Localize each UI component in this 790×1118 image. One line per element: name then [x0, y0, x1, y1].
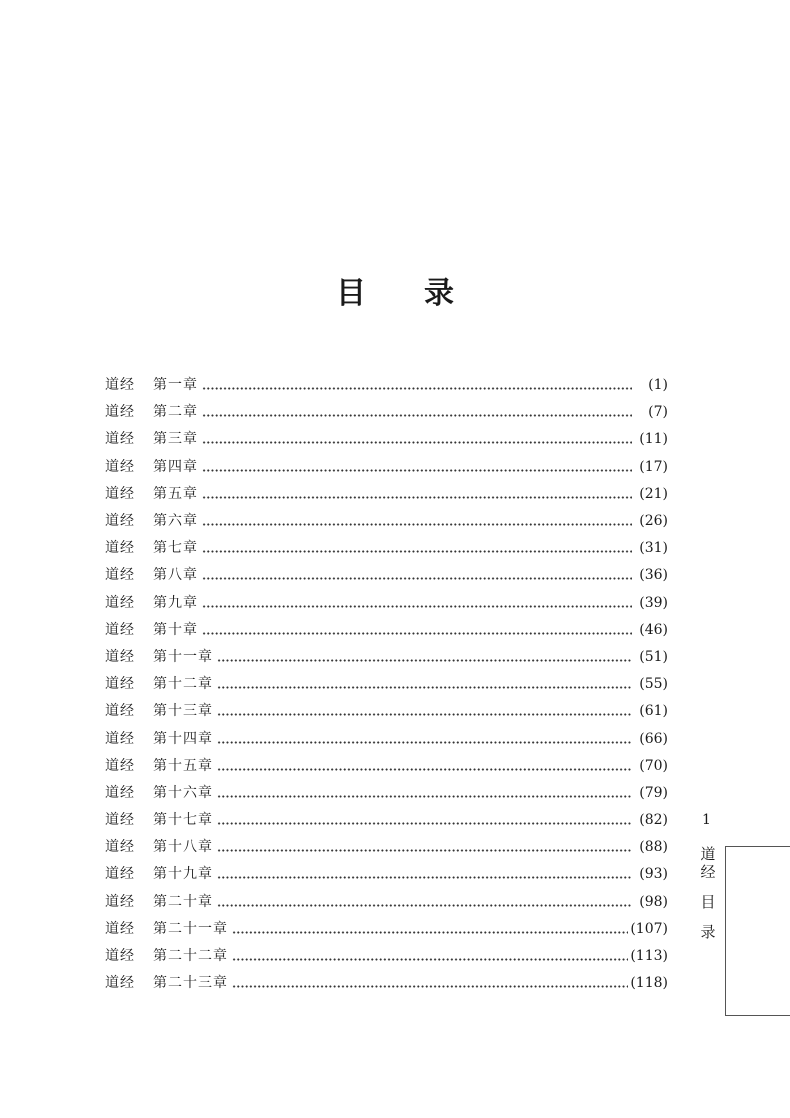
toc-entry[interactable] [105, 861, 668, 888]
toc-leader-dots [217, 876, 632, 879]
toc-chapter: 第二十一章 [153, 920, 228, 937]
toc-chapter: 第十四章 [153, 730, 213, 747]
toc-leader-dots [202, 387, 632, 390]
toc-entry[interactable] [105, 590, 668, 617]
toc-leader-dots [202, 496, 632, 499]
toc-chapter: 第一章 [153, 377, 198, 394]
toc-page-number: (82) [639, 812, 668, 829]
toc-section: 道经 [105, 676, 135, 693]
page-title [0, 274, 790, 314]
toc-entry[interactable] [105, 889, 668, 916]
toc-chapter: 第十三章 [153, 703, 213, 720]
toc-entry[interactable] [105, 535, 668, 562]
running-header-char: 录 [700, 923, 716, 941]
toc-leader-dots [217, 686, 632, 689]
toc-page-number: (31) [639, 540, 668, 557]
toc-entry[interactable] [105, 943, 668, 970]
toc-page-number: (36) [639, 567, 668, 584]
toc-leader-dots [217, 904, 632, 907]
toc-leader-dots [217, 822, 632, 825]
toc-entry[interactable] [105, 617, 668, 644]
toc-section: 道经 [105, 757, 135, 774]
toc-leader-dots [217, 659, 632, 662]
toc-leader-dots [217, 768, 632, 771]
toc-leader-dots [202, 605, 632, 608]
toc-section: 道经 [105, 948, 135, 965]
toc-page-number: (98) [639, 893, 668, 910]
toc-section: 道经 [105, 485, 135, 502]
toc-chapter: 第七章 [153, 540, 198, 557]
toc-section: 道经 [105, 404, 135, 421]
toc-page-number: (113) [630, 948, 668, 965]
toc-chapter: 第九章 [153, 594, 198, 611]
toc-chapter: 第十六章 [153, 784, 213, 801]
toc-chapter: 第二十二章 [153, 948, 228, 965]
page-title-char-2: 录 [424, 276, 454, 311]
toc-leader-dots [202, 523, 632, 526]
toc-leader-dots [217, 795, 632, 798]
toc-section: 道经 [105, 540, 135, 557]
toc-section: 道经 [105, 920, 135, 937]
toc-section: 道经 [105, 866, 135, 883]
toc-entry[interactable] [105, 644, 668, 671]
toc-entry[interactable] [105, 508, 668, 535]
toc-entry[interactable] [105, 426, 668, 453]
toc-section: 道经 [105, 703, 135, 720]
toc-entry[interactable] [105, 780, 668, 807]
toc-chapter: 第十七章 [153, 812, 213, 829]
toc-chapter: 第二十三章 [153, 975, 228, 992]
toc-page-number: (46) [639, 621, 668, 638]
toc-chapter: 第二章 [153, 404, 198, 421]
page-number: 1 [702, 812, 711, 828]
toc-chapter: 第十八章 [153, 839, 213, 856]
running-header-gap [698, 881, 718, 893]
toc-leader-dots [232, 958, 628, 961]
toc-chapter: 第四章 [153, 458, 198, 475]
toc-chapter: 第二十章 [153, 893, 213, 910]
toc-chapter: 第十九章 [153, 866, 213, 883]
toc-page-number: (118) [630, 975, 668, 992]
toc-page-number: (88) [639, 839, 668, 856]
toc-page-number: (11) [639, 431, 668, 448]
toc-section: 道经 [105, 730, 135, 747]
toc-section: 道经 [105, 839, 135, 856]
toc-section: 道经 [105, 567, 135, 584]
toc-section: 道经 [105, 812, 135, 829]
toc-section: 道经 [105, 458, 135, 475]
toc-section: 道经 [105, 975, 135, 992]
toc-section: 道经 [105, 893, 135, 910]
toc-section: 道经 [105, 784, 135, 801]
toc-page-number: (70) [639, 757, 668, 774]
toc-entry[interactable] [105, 698, 668, 725]
toc-entry[interactable] [105, 753, 668, 780]
toc-page-number: (26) [639, 513, 668, 530]
toc-entry[interactable] [105, 916, 668, 943]
toc-page-number: (66) [639, 730, 668, 747]
toc-entry[interactable] [105, 807, 668, 834]
toc-page-number: (79) [639, 784, 668, 801]
toc-chapter: 第十五章 [153, 757, 213, 774]
toc-section: 道经 [105, 377, 135, 394]
running-header-char: 目 [700, 893, 716, 911]
toc-entry[interactable] [105, 970, 668, 997]
toc-leader-dots [232, 931, 628, 934]
toc-chapter: 第五章 [153, 485, 198, 502]
toc-leader-dots [217, 741, 632, 744]
toc-chapter: 第十二章 [153, 676, 213, 693]
toc-entry[interactable] [105, 562, 668, 589]
toc-entry[interactable] [105, 671, 668, 698]
toc-section: 道经 [105, 621, 135, 638]
toc-leader-dots [217, 849, 632, 852]
toc-page-number: (39) [639, 594, 668, 611]
toc-page-number: (1) [648, 377, 668, 394]
thumb-index-tab [725, 846, 790, 1016]
toc-leader-dots [202, 414, 632, 417]
running-header-char: 道 [700, 845, 716, 863]
toc-page-number: (21) [639, 485, 668, 502]
table-of-contents [105, 372, 668, 997]
toc-page-number: (51) [639, 648, 668, 665]
toc-chapter: 第六章 [153, 513, 198, 530]
toc-section: 道经 [105, 513, 135, 530]
toc-page-number: (17) [639, 458, 668, 475]
toc-entry[interactable] [105, 372, 668, 399]
running-header-gap [698, 911, 718, 923]
toc-entry[interactable] [105, 454, 668, 481]
toc-page-number: (55) [639, 676, 668, 693]
toc-entry[interactable] [105, 725, 668, 752]
toc-page-number: (61) [639, 703, 668, 720]
toc-entry[interactable] [105, 399, 668, 426]
toc-page-number: (7) [648, 404, 668, 421]
page-title-char-1: 目 [336, 276, 366, 311]
toc-page-number: (107) [630, 920, 668, 937]
toc-leader-dots [202, 577, 632, 580]
toc-leader-dots [232, 985, 628, 988]
toc-leader-dots [202, 550, 632, 553]
toc-section: 道经 [105, 431, 135, 448]
toc-section: 道经 [105, 648, 135, 665]
toc-leader-dots [202, 632, 632, 635]
toc-leader-dots [202, 469, 632, 472]
toc-leader-dots [202, 441, 632, 444]
toc-leader-dots [217, 713, 632, 716]
toc-chapter: 第八章 [153, 567, 198, 584]
toc-entry[interactable] [105, 834, 668, 861]
toc-chapter: 第十章 [153, 621, 198, 638]
toc-chapter: 第十一章 [153, 648, 213, 665]
running-header-label [698, 845, 718, 941]
toc-entry[interactable] [105, 481, 668, 508]
toc-page-number: (93) [639, 866, 668, 883]
running-header-char: 经 [700, 863, 716, 881]
toc-section: 道经 [105, 594, 135, 611]
toc-chapter: 第三章 [153, 431, 198, 448]
